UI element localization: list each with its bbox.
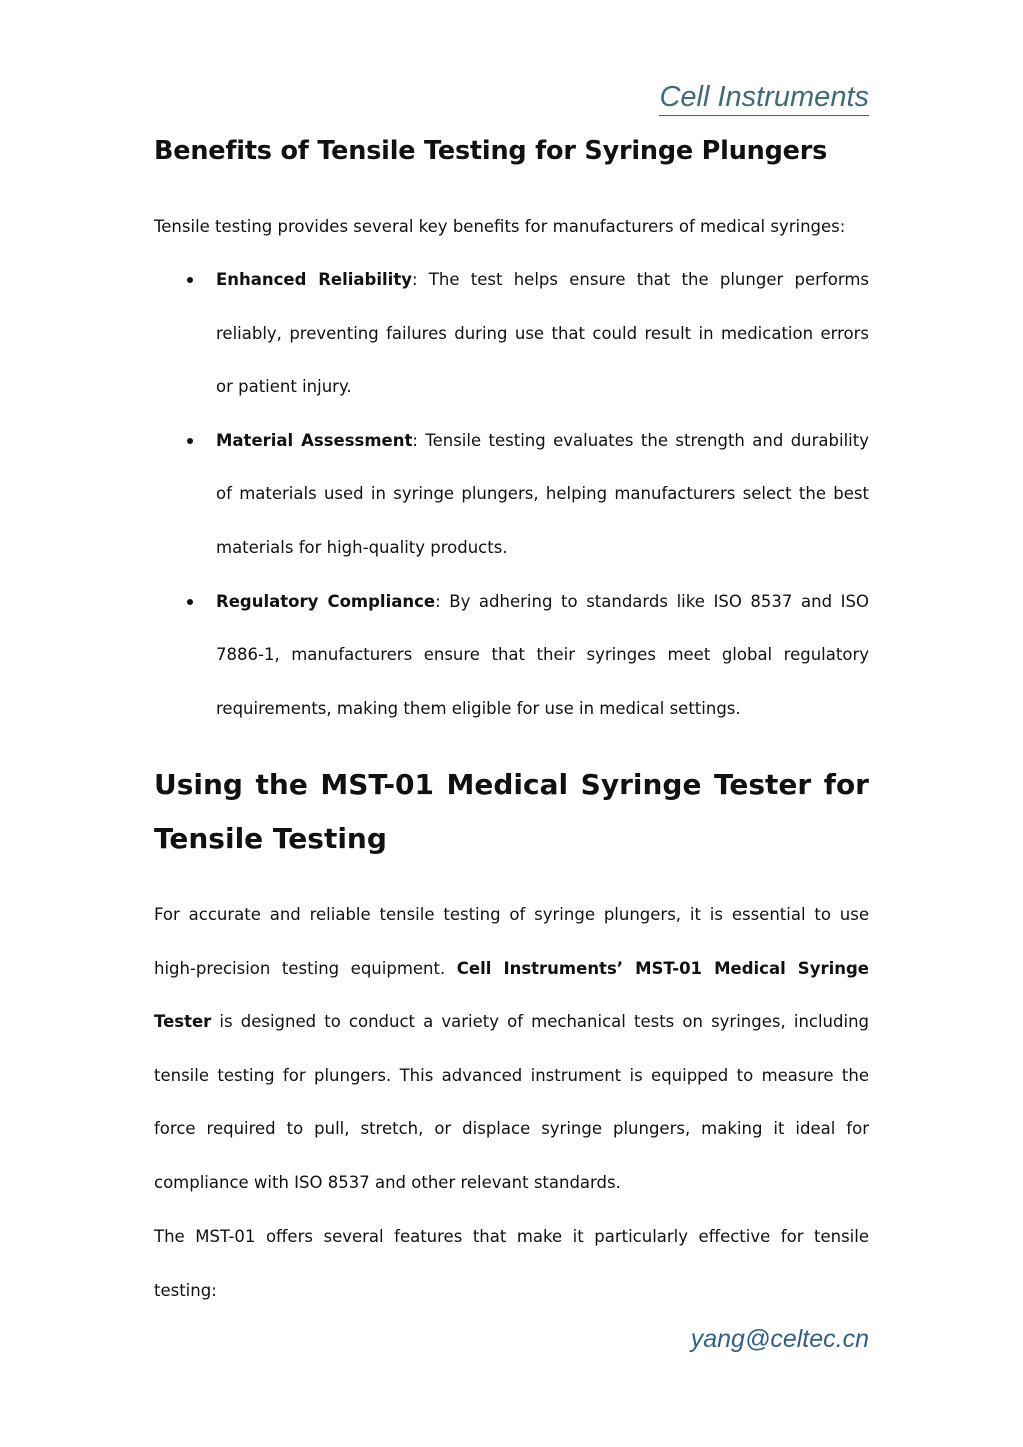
bullet-text: : The test helps ensure that the plunger performs reliably, preventing failures during use that could result in medication errors or patient injury. [216, 270, 869, 397]
footer-email: yang@celtec.cn [690, 1325, 869, 1353]
bullet-icon [187, 438, 193, 444]
brand-logo: Cell Instruments [659, 79, 869, 116]
paragraph-text: is designed to conduct a variety of mechanical tests on syringes, including tensile testing for plungers. This advanced instrument is equipped to measure the force required to pull, stretch, or displace syringe plungers, making it ideal for compliance with ISO 8537 and other relevant standards. [154, 1012, 869, 1192]
benefits-list [154, 253, 869, 735]
product-name: Cell Instruments’ MST-01 Medical Syringe Tester [154, 958, 869, 1032]
list-item [154, 253, 869, 414]
bullet-icon [187, 277, 193, 283]
bullet-term: Enhanced Reliability [216, 270, 412, 289]
list-item [154, 575, 869, 736]
bullet-text: : By adhering to standards like ISO 8537 and ISO 7886-1, manufacturers ensure that their syringes meet global regulatory requirements, making them eligible for use in medical settings. [216, 591, 869, 718]
bullet-text: : Tensile testing evaluates the strength and durability of materials used in syringe plungers, helping manufacturers select the best materials for high-quality products. [216, 430, 869, 557]
section-title-benefits: Benefits of Tensile Testing for Syringe Plungers [154, 136, 828, 166]
bullet-term: Material Assessment [216, 430, 413, 450]
bullet-term: Regulatory Compliance [216, 591, 436, 611]
body-paragraph [154, 888, 869, 1210]
intro-paragraph: Tensile testing provides several key benefits for manufacturers of medical syringes: [154, 217, 846, 236]
list-item [154, 414, 869, 575]
paragraph-text: For accurate and reliable tensile testing of syringe plungers, it is essential to use high-precision testing equipment. [154, 905, 869, 978]
document-page [154, 0, 869, 1447]
section-title-mst01: Using the MST-01 Medical Syringe Tester for Tensile Testing [154, 768, 869, 855]
bullet-icon [187, 599, 193, 605]
body-paragraph: The MST-01 offers several features that make it particularly effective for tensile testing: [154, 1227, 869, 1300]
